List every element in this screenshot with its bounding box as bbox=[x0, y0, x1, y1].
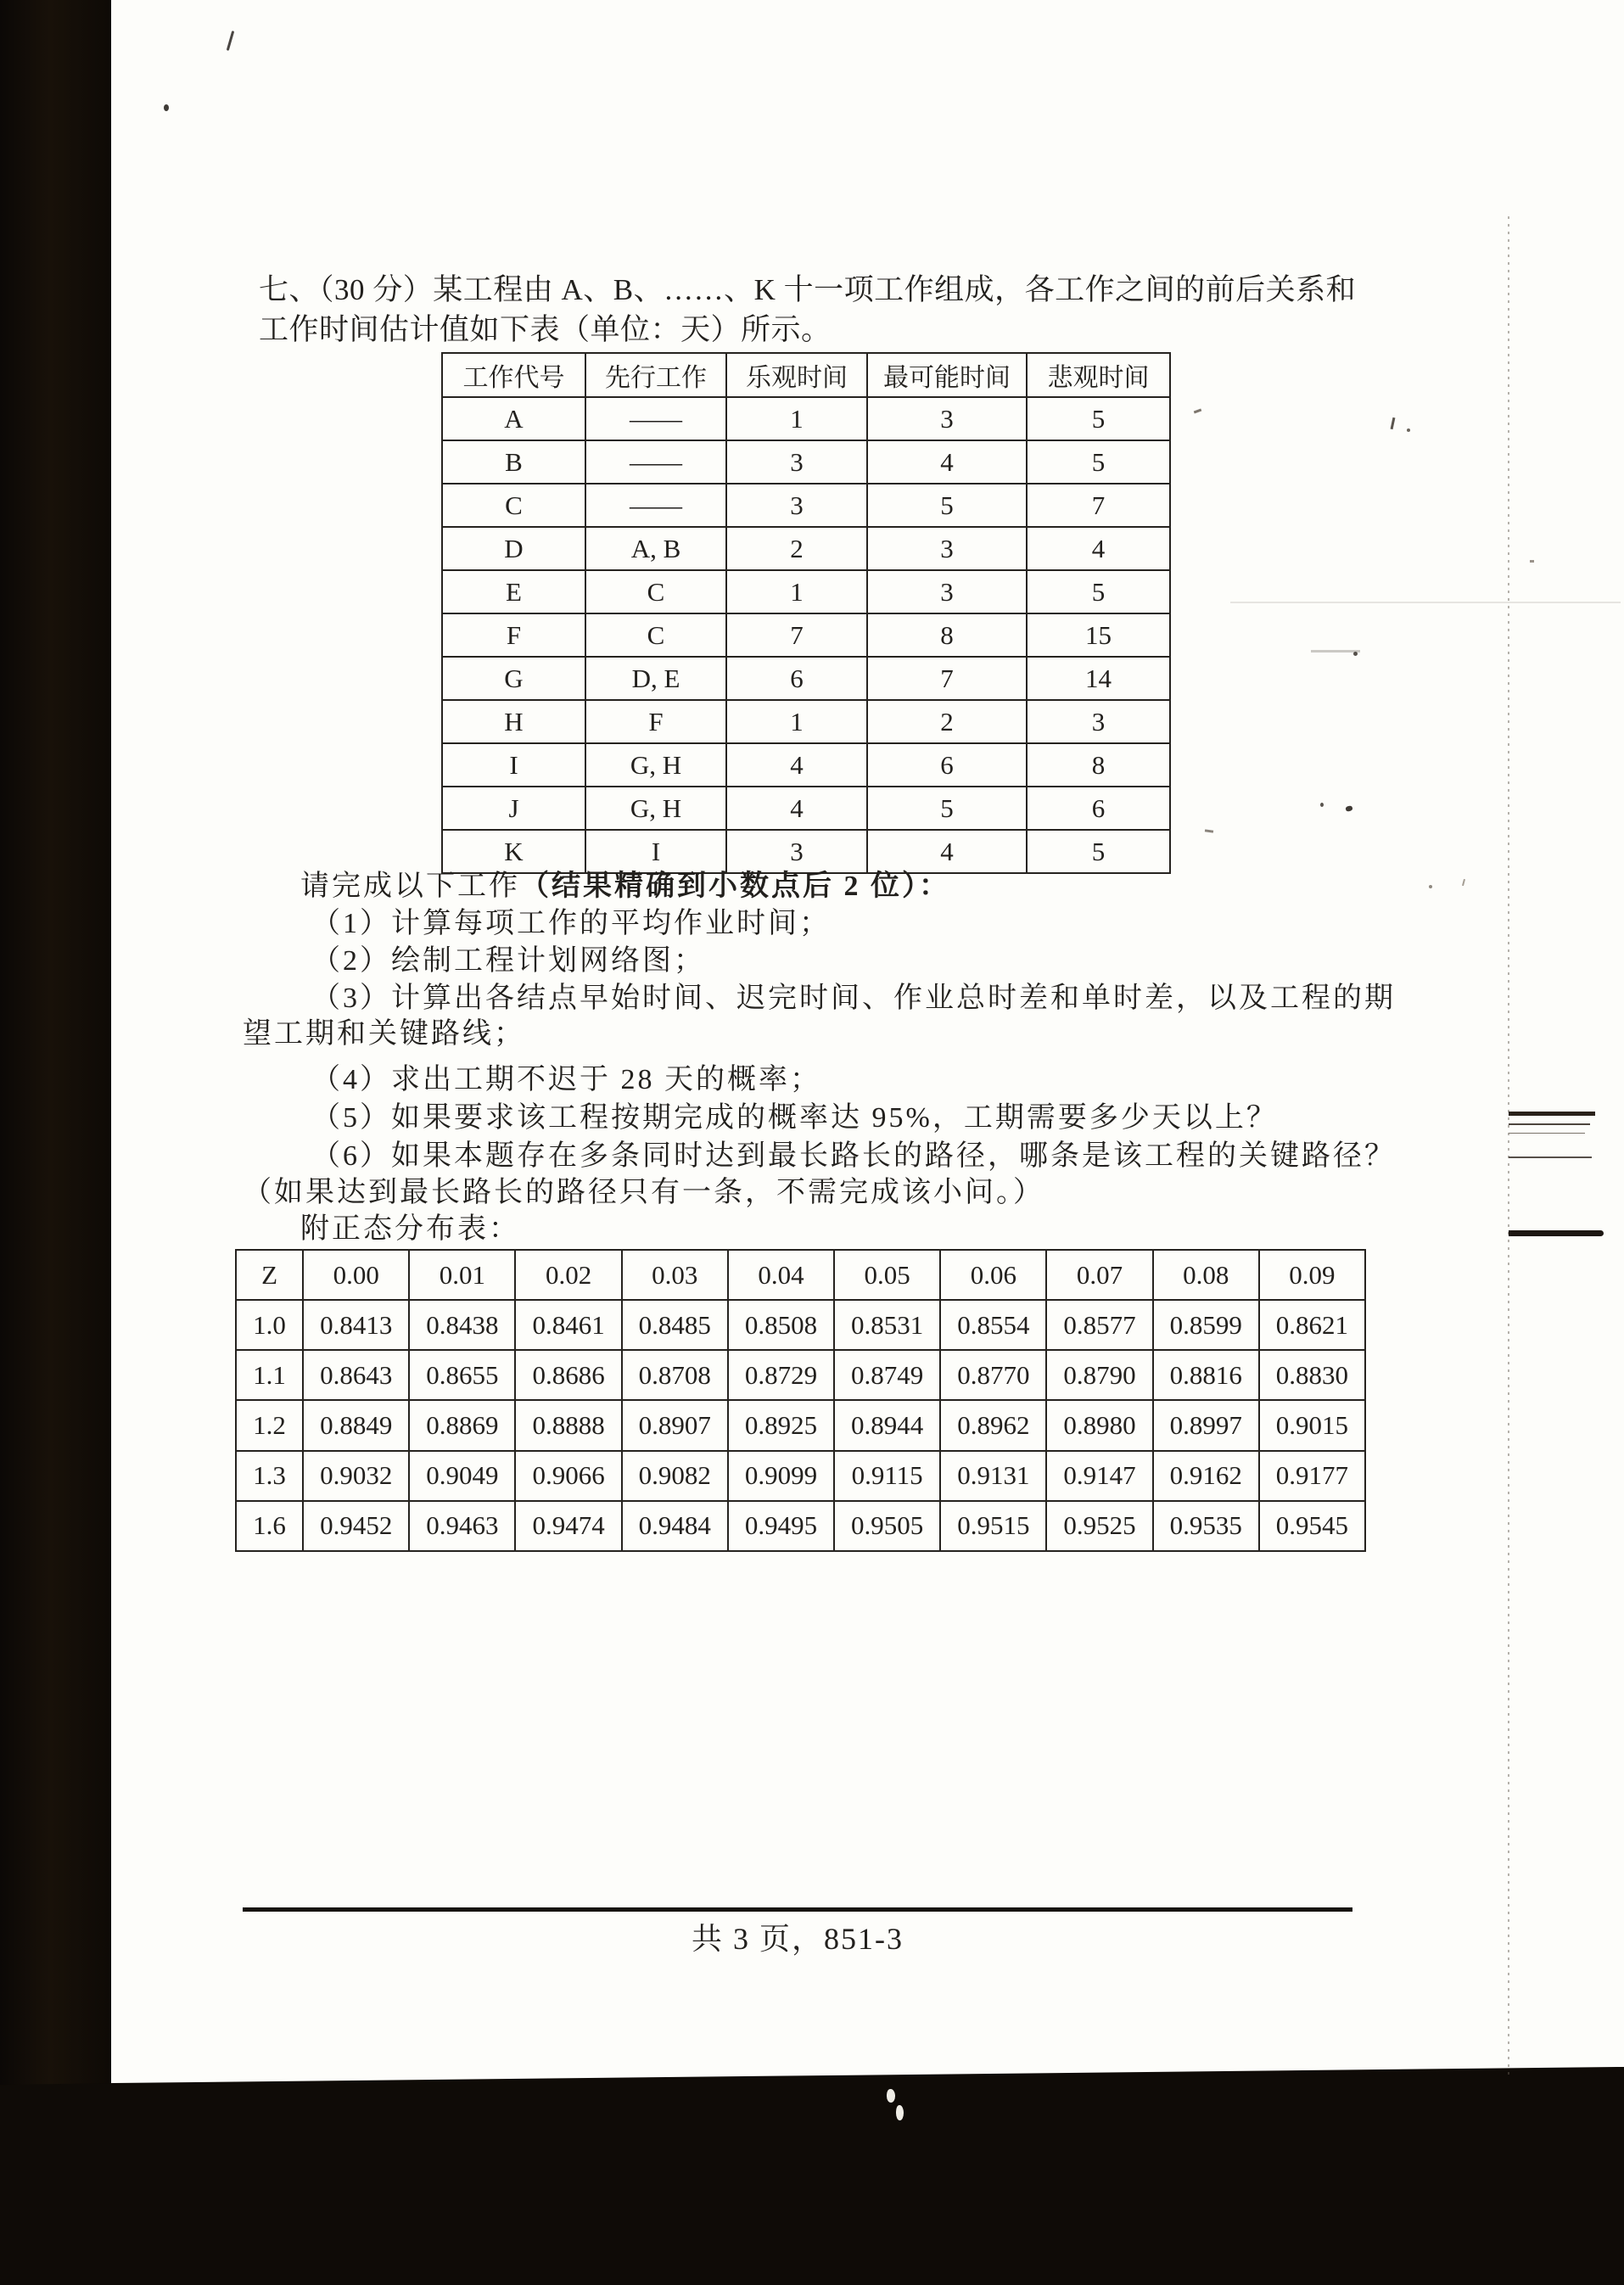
task-col-header: 最可能时间 bbox=[867, 353, 1027, 397]
task-predecessors: D, E bbox=[585, 657, 726, 700]
task-row bbox=[442, 700, 1170, 743]
task-col-header: 先行工作 bbox=[585, 353, 726, 397]
task-code: C bbox=[442, 484, 585, 527]
normal-prob-value: 0.8770 bbox=[940, 1350, 1046, 1400]
normal-col-header: 0.04 bbox=[728, 1250, 834, 1300]
task-code: F bbox=[442, 613, 585, 657]
normal-prob-value: 0.8980 bbox=[1046, 1400, 1152, 1450]
task-time-value: 7 bbox=[726, 613, 867, 657]
normal-prob-value: 0.9452 bbox=[303, 1501, 409, 1551]
scan-black-margin-bottom bbox=[0, 2060, 1624, 2285]
task-time-value: 8 bbox=[867, 613, 1027, 657]
normal-row bbox=[236, 1300, 1365, 1350]
normal-prob-value: 0.8997 bbox=[1153, 1400, 1259, 1450]
normal-prob-value: 0.8485 bbox=[622, 1300, 728, 1350]
task-time-value: 5 bbox=[1027, 570, 1170, 613]
task-time-value: 3 bbox=[726, 440, 867, 484]
task-col-header: 乐观时间 bbox=[726, 353, 867, 397]
task-time-value: 4 bbox=[726, 743, 867, 787]
normal-z-value: 1.0 bbox=[236, 1300, 303, 1350]
normal-prob-value: 0.8869 bbox=[409, 1400, 515, 1450]
normal-prob-value: 0.8531 bbox=[834, 1300, 940, 1350]
task-time-value: 2 bbox=[867, 700, 1027, 743]
task-table bbox=[441, 352, 1171, 874]
normal-prob-value: 0.9131 bbox=[940, 1451, 1046, 1501]
task-time-value: 3 bbox=[1027, 700, 1170, 743]
normal-prob-value: 0.9463 bbox=[409, 1501, 515, 1551]
normal-distribution-table bbox=[235, 1249, 1366, 1552]
task-time-value: 3 bbox=[867, 570, 1027, 613]
task-time-value: 7 bbox=[867, 657, 1027, 700]
scan-edge-dotted-line bbox=[1508, 216, 1509, 2075]
task-row bbox=[442, 570, 1170, 613]
task-time-value: 8 bbox=[1027, 743, 1170, 787]
task-table-body bbox=[442, 397, 1170, 873]
instructions-intro bbox=[300, 869, 950, 904]
normal-prob-value: 0.9474 bbox=[515, 1501, 621, 1551]
task-time-value: 5 bbox=[1027, 830, 1170, 873]
normal-prob-value: 0.9032 bbox=[303, 1451, 409, 1501]
task-time-value: 1 bbox=[726, 397, 867, 440]
task-time-value: 5 bbox=[1027, 440, 1170, 484]
normal-prob-value: 0.8643 bbox=[303, 1350, 409, 1400]
normal-col-header: 0.08 bbox=[1153, 1250, 1259, 1300]
normal-prob-value: 0.8830 bbox=[1259, 1350, 1365, 1400]
normal-prob-value: 0.8888 bbox=[515, 1400, 621, 1450]
task-row bbox=[442, 613, 1170, 657]
normal-prob-value: 0.8508 bbox=[728, 1300, 834, 1350]
task-row bbox=[442, 743, 1170, 787]
normal-prob-value: 0.9015 bbox=[1259, 1400, 1365, 1450]
pen-mark bbox=[227, 31, 234, 51]
normal-prob-value: 0.8816 bbox=[1153, 1350, 1259, 1400]
task-time-value: 4 bbox=[867, 440, 1027, 484]
task-code: J bbox=[442, 787, 585, 830]
normal-prob-value: 0.9177 bbox=[1259, 1451, 1365, 1501]
task-time-value: 6 bbox=[726, 657, 867, 700]
dust-speck bbox=[1320, 803, 1324, 807]
dust-speck bbox=[1462, 879, 1465, 886]
scan-streak bbox=[1230, 602, 1621, 603]
normal-table-body bbox=[236, 1300, 1365, 1551]
normal-row bbox=[236, 1501, 1365, 1551]
normal-prob-value: 0.8944 bbox=[834, 1400, 940, 1450]
instruction-item-5: （5）如果要求该工程按期完成的概率达 95%，工期需要多少天以上？ bbox=[311, 1102, 1278, 1134]
normal-prob-value: 0.8729 bbox=[728, 1350, 834, 1400]
instruction-item-3-line2: 望工期和关键路线； bbox=[243, 1018, 525, 1050]
normal-col-header: 0.05 bbox=[834, 1250, 940, 1300]
task-predecessors: F bbox=[585, 700, 726, 743]
normal-prob-value: 0.8907 bbox=[622, 1400, 728, 1450]
task-predecessors: —— bbox=[585, 440, 726, 484]
instructions-intro-text: 请完成以下工作 bbox=[300, 871, 520, 902]
normal-corner-z: Z bbox=[236, 1250, 303, 1300]
task-time-value: 7 bbox=[1027, 484, 1170, 527]
instruction-item-2: （2）绘制工程计划网络图； bbox=[311, 945, 705, 977]
dust-speck bbox=[1530, 560, 1534, 563]
pen-dot bbox=[164, 104, 169, 111]
normal-prob-value: 0.8925 bbox=[728, 1400, 834, 1450]
normal-prob-value: 0.8686 bbox=[515, 1350, 621, 1400]
normal-prob-value: 0.9099 bbox=[728, 1451, 834, 1501]
task-time-value: 3 bbox=[867, 397, 1027, 440]
task-time-value: 5 bbox=[867, 787, 1027, 830]
normal-prob-value: 0.8790 bbox=[1046, 1350, 1152, 1400]
normal-prob-value: 0.8461 bbox=[515, 1300, 621, 1350]
task-time-value: 6 bbox=[1027, 787, 1170, 830]
normal-prob-value: 0.8849 bbox=[303, 1400, 409, 1450]
normal-prob-value: 0.9505 bbox=[834, 1501, 940, 1551]
instruction-item-6-line2: （如果达到最长路长的路径只有一条，不需完成该小问。） bbox=[243, 1177, 1044, 1208]
task-code: K bbox=[442, 830, 585, 873]
normal-col-header: 0.01 bbox=[409, 1250, 515, 1300]
task-code: I bbox=[442, 743, 585, 787]
task-time-value: 5 bbox=[867, 484, 1027, 527]
task-time-value: 3 bbox=[726, 830, 867, 873]
task-predecessors: G, H bbox=[585, 787, 726, 830]
task-col-header: 悲观时间 bbox=[1027, 353, 1170, 397]
page-footer: 共 3 页，851-3 bbox=[692, 1922, 904, 1956]
task-time-value: 1 bbox=[726, 700, 867, 743]
task-predecessors: G, H bbox=[585, 743, 726, 787]
dust-speck bbox=[1429, 885, 1432, 888]
scan-speck bbox=[887, 2089, 895, 2103]
normal-col-header: 0.03 bbox=[622, 1250, 728, 1300]
problem-statement-line2: 工作时间估计值如下表（单位：天）所示。 bbox=[259, 313, 832, 346]
instruction-item-4: （4）求出工期不迟于 28 天的概率； bbox=[311, 1064, 821, 1095]
task-code: D bbox=[442, 527, 585, 570]
normal-prob-value: 0.8655 bbox=[409, 1350, 515, 1400]
normal-prob-value: 0.8749 bbox=[834, 1350, 940, 1400]
dust-speck bbox=[1345, 805, 1352, 812]
scan-edge-mark bbox=[1509, 1157, 1592, 1158]
task-time-value: 14 bbox=[1027, 657, 1170, 700]
task-code: H bbox=[442, 700, 585, 743]
footer-rule bbox=[243, 1907, 1352, 1912]
normal-prob-value: 0.9162 bbox=[1153, 1451, 1259, 1501]
normal-z-value: 1.6 bbox=[236, 1501, 303, 1551]
task-time-value: 6 bbox=[867, 743, 1027, 787]
dust-speck bbox=[1205, 829, 1213, 832]
normal-z-value: 1.2 bbox=[236, 1400, 303, 1450]
normal-table-label: 附正态分布表： bbox=[300, 1213, 520, 1245]
normal-prob-value: 0.8962 bbox=[940, 1400, 1046, 1450]
task-code: G bbox=[442, 657, 585, 700]
instructions-intro-precision: （结果精确到小数点后 2 位）： bbox=[520, 871, 950, 902]
normal-prob-value: 0.9515 bbox=[940, 1501, 1046, 1551]
scan-black-margin-left bbox=[0, 0, 111, 2285]
normal-col-header: 0.06 bbox=[940, 1250, 1046, 1300]
normal-table-header-row bbox=[236, 1250, 1365, 1300]
normal-prob-value: 0.8621 bbox=[1259, 1300, 1365, 1350]
normal-prob-value: 0.9082 bbox=[622, 1451, 728, 1501]
normal-prob-value: 0.9147 bbox=[1046, 1451, 1152, 1501]
task-time-value: 2 bbox=[726, 527, 867, 570]
normal-col-header: 0.09 bbox=[1259, 1250, 1365, 1300]
normal-col-header: 0.00 bbox=[303, 1250, 409, 1300]
dust-speck bbox=[1407, 428, 1410, 432]
dust-speck bbox=[1391, 417, 1396, 429]
task-predecessors: C bbox=[585, 570, 726, 613]
task-predecessors: A, B bbox=[585, 527, 726, 570]
instruction-item-3-line1: （3）计算出各结点早始时间、迟完时间、作业总时差和单时差，以及工程的期 bbox=[311, 983, 1396, 1014]
normal-prob-value: 0.9115 bbox=[834, 1451, 940, 1501]
normal-col-header: 0.07 bbox=[1046, 1250, 1152, 1300]
task-time-value: 3 bbox=[867, 527, 1027, 570]
normal-prob-value: 0.8708 bbox=[622, 1350, 728, 1400]
dust-speck bbox=[1353, 652, 1358, 656]
task-row bbox=[442, 657, 1170, 700]
scan-edge-mark bbox=[1509, 1112, 1595, 1116]
scan-edge-mark bbox=[1509, 1123, 1590, 1125]
normal-row bbox=[236, 1350, 1365, 1400]
instruction-item-6-line1: （6）如果本题存在多条同时达到最长路长的路径，哪条是该工程的关键路径？ bbox=[311, 1140, 1396, 1172]
task-col-header: 工作代号 bbox=[442, 353, 585, 397]
scan-speck bbox=[896, 2105, 904, 2120]
normal-prob-value: 0.9495 bbox=[728, 1501, 834, 1551]
task-time-value: 3 bbox=[726, 484, 867, 527]
dust-speck bbox=[1194, 409, 1201, 414]
task-time-value: 4 bbox=[726, 787, 867, 830]
task-code: E bbox=[442, 570, 585, 613]
task-predecessors: —— bbox=[585, 397, 726, 440]
normal-prob-value: 0.9525 bbox=[1046, 1501, 1152, 1551]
task-row bbox=[442, 830, 1170, 873]
task-code: A bbox=[442, 397, 585, 440]
task-predecessors: —— bbox=[585, 484, 726, 527]
task-predecessors: C bbox=[585, 613, 726, 657]
normal-z-value: 1.1 bbox=[236, 1350, 303, 1400]
task-row bbox=[442, 787, 1170, 830]
task-predecessors: I bbox=[585, 830, 726, 873]
normal-row bbox=[236, 1451, 1365, 1501]
normal-prob-value: 0.9535 bbox=[1153, 1501, 1259, 1551]
normal-prob-value: 0.9545 bbox=[1259, 1501, 1365, 1551]
normal-prob-value: 0.9484 bbox=[622, 1501, 728, 1551]
scan-edge-mark bbox=[1509, 1133, 1585, 1134]
instruction-item-1: （1）计算每项工作的平均作业时间； bbox=[311, 908, 831, 939]
normal-prob-value: 0.8577 bbox=[1046, 1300, 1152, 1350]
normal-prob-value: 0.9049 bbox=[409, 1451, 515, 1501]
normal-col-header: 0.02 bbox=[515, 1250, 621, 1300]
normal-prob-value: 0.8413 bbox=[303, 1300, 409, 1350]
normal-prob-value: 0.8599 bbox=[1153, 1300, 1259, 1350]
task-row bbox=[442, 527, 1170, 570]
task-row bbox=[442, 440, 1170, 484]
scan-edge-mark bbox=[1509, 1230, 1604, 1236]
normal-prob-value: 0.9066 bbox=[515, 1451, 621, 1501]
task-row bbox=[442, 397, 1170, 440]
task-table-header-row bbox=[442, 353, 1170, 397]
normal-row bbox=[236, 1400, 1365, 1450]
task-code: B bbox=[442, 440, 585, 484]
normal-prob-value: 0.8554 bbox=[940, 1300, 1046, 1350]
task-time-value: 1 bbox=[726, 570, 867, 613]
normal-z-value: 1.3 bbox=[236, 1451, 303, 1501]
normal-prob-value: 0.8438 bbox=[409, 1300, 515, 1350]
task-row bbox=[442, 484, 1170, 527]
task-time-value: 4 bbox=[1027, 527, 1170, 570]
task-time-value: 15 bbox=[1027, 613, 1170, 657]
task-time-value: 5 bbox=[1027, 397, 1170, 440]
problem-statement-line1: 七、（30 分）某工程由 A、B、……、K 十一项工作组成，各工作之间的前后关系和 bbox=[259, 273, 1357, 306]
task-time-value: 4 bbox=[867, 830, 1027, 873]
